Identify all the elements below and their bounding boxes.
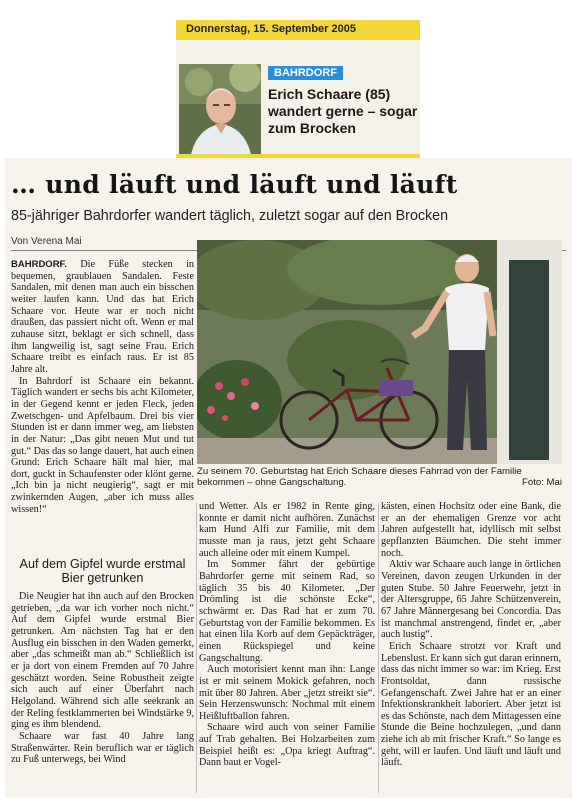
body-paragraph: Auch motorisiert kennt man ihn: Lange ist er mit seinem Mokick gefahren, noch mit über 80 Jahren. Aber „jetzt streikt sie“. Sein Herzenswunsch: Nochmal mit einem Heißluftballon fahren. [199,664,375,722]
column-1 [11,259,194,515]
teaser-headline: Erich Schaare (85) wandert gerne – sogar zum Brocken [268,86,418,136]
teaser-location-badge: BAHRDORF [268,66,343,80]
teaser-portrait-photo [179,64,261,166]
body-paragraph: Erich Schaare strotzt vor Kraft und Lebenslust. Er kann sich gut daran erinnern, dass das nicht immer so war: im Krieg. Erst Frontsoldat, dann russische Gefangenschaft. Zwei Jahre hat er an einer Infektionskrankheit laboriert. Aber jetzt ist es das Schönste, nach dem Mittagessen eine Stunde die Beine hochzulegen, „und dann ziehe ich ab mit frischer Kraft.“ So lange es geht, will er laufen. Und läuft und läuft und läuft. [381,640,561,769]
column-2 [199,501,375,769]
body-paragraph: In Bahrdorf ist Schaare ein bekannt. Täglich wandert er sechs bis acht Kilometer, in der Gegend kennt er jeden Fleck, jeden Zwetschgen- und Apfelbaum. Drei bis vier Stunden ist er dann immer weg, am liebsten in der Natur: „Das gibt neuen Mut und tut gut.“ Das das so lange dauert, hat auch einen Grund: Erich Schaare hält mal hier, mal dort, guckt in Schaufenster oder klönt gerne. „Ich bin ja nicht neugierig“, sagt er mit zwinkernden Augen, „aber ich muss alles wissen!“ [11,375,194,515]
photo-credit: Foto: Mai [522,477,562,488]
column-1-continued [11,591,194,766]
section-subhead: Auf dem Gipfel wurde erstmal Bier getrunken [19,557,186,585]
article-subheadline: 85-jähriger Bahrdorfer wandert täglich, zuletzt sogar auf den Brocken [11,208,449,224]
body-paragraph: Schaare war fast 40 Jahre lang Straßenwärter. Rein beruflich war er täglich zu Fuß unterwegs, bei Wind [11,730,194,766]
body-paragraph: kästen, einen Hochsitz oder eine Bank, die er an der ehemaligen Grenze vor acht Jahren aufgestellt hat, idyllisch mit selbst gepflanzten Bäumchen. Die steht immer noch. [381,501,561,559]
body-paragraph: und Wetter. Als er 1982 in Rente ging, konnte er damit nicht aufhören. Zunächst kam Hund Alfi zur Familie, mit dem musste man ja raus, jetzt geht Schaare auch alleine oder mit einem Kumpel. [199,501,375,559]
body-paragraph: Im Sommer fährt der gebürtige Bahrdorfer gerne mit seinem Rad, so täglich 35 bis 40 Kilometer. „Der Drömling ist die schönste Ecke“, schwärmt er. Das Rad hat er zum 70. Geburtstag von der Familie bekommen. Es hat einen lila Korb auf dem Gepäckträger, einen Rückspiegel und keine Gangschaltung. [199,559,375,664]
article-headline: … und läuft und läuft und läuft [11,170,458,199]
photo-caption-text: Zu seinem 70. Geburtstag hat Erich Schaare dieses Fahrrad von der Familie bekommen – ohne Gangschaltung. [197,466,522,488]
body-paragraph: Schaare wird auch von seiner Familie auf Trab gehalten. Bei Holzarbeiten zum Beispiel heißt es: „Opa kriegt Auftrag“. Dann baut er Vogel- [199,722,375,769]
body-paragraph: BAHRDORF. Die Füße stecken in bequemen, graublauen Sandalen. Feste Sandalen, mit denen man auch ein bisschen weiter laufen kann. Und das hat Erich Schaare vor. Heute war er noch nicht draußen, das passiert nicht oft. Wenn er mal zuhause sitzt, beklagt er sich schnell, dass ihm langweilig ist, sagt seine Frau. Erich Schaare treibt es einfach raus. Er ist 85 Jahre alt. [11,259,194,375]
body-paragraph: Aktiv war Schaare auch lange in örtlichen Vereinen, davon zeugen Urkunden in der guten Stube. 50 Jahre Feuerwehr, jetzt in der Altersgruppe, 65 Jahre Schützenverein, 67 Jahre Männergesang bei Concordia. Das ist manchmal anstrengend, findet er, „aber auch lustig“. [381,559,561,641]
dateline: BAHRDORF. [11,259,67,270]
column-divider [378,503,379,793]
photo-caption [197,466,562,488]
teaser-date: Donnerstag, 15. September 2005 [176,20,420,40]
body-paragraph: Die Neugier hat ihn auch auf den Brocken getrieben, „da war ich vorher noch nicht.“ Auf dem Gipfel wurde erstmal Bier getrunken. Am nächsten Tag hat er den Ausflug ein bisschen in den Waden gemerkt, aber „das schmeißt man ab.“ Schließlich ist er ja dort von einem Fremden auf 70 Jahre geschätzt worden. Seine Robustheit zeigte sich auch auf einer Überfahrt nach Helgoland. Während sich alle seekrank an der Reling festklammerten bei Windstärke 9, ging es ihm blendend. [11,591,194,731]
bicycle-photo [197,240,562,464]
article [5,158,572,798]
article-byline: Von Verena Mai [11,236,82,247]
teaser-box [176,20,420,158]
column-divider [196,503,197,793]
column-3 [381,501,561,769]
